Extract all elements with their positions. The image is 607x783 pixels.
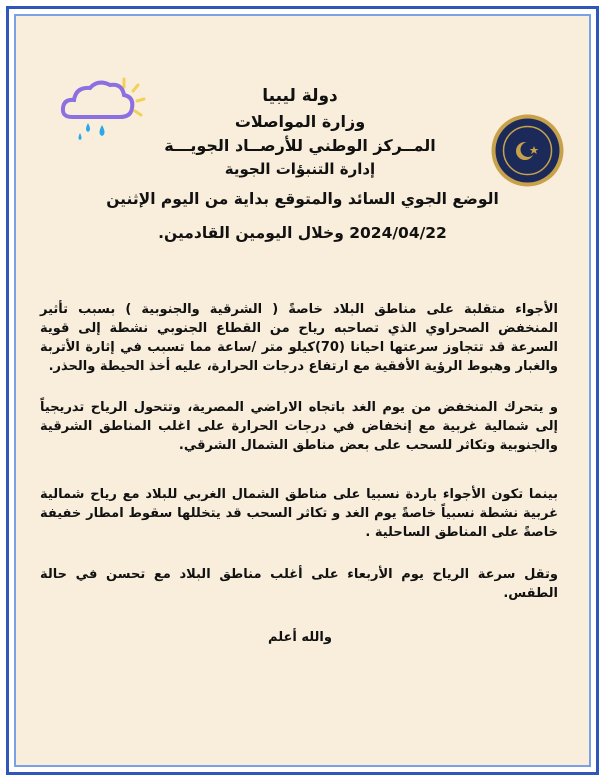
paragraph-4: وتقل سرعة الرياح يوم الأربعاء على أغلب مناطق البلاد مع تحسن في حالة الطقس.: [40, 567, 558, 601]
paragraph-2: و يتحرك المنخفض من يوم الغد باتجاه الاراضي المصرية، وتتحول الرياح تدريجياً إلى شمالية غربية مع إنخفاض في درجات الحرارة على اغلب المناطق الشرقية والجنوبية وتكاثر للسحب على بعض مناطق الشمال الشرقي.: [40, 400, 558, 453]
paragraph-1: الأجواء متقلبة على مناطق البلاد خاصةً ( الشرقية والجنوبية ) بسبب تأثير المنخفض الصحراوي الذي تصاحبه رياح من القطاع الجنوبي نشطة إلى قوية السرعة قد تتجاوز سرعتها احيانا (70)كيلو متر /ساعة مما تسبب في إثارة الأتربة والغبار وهبوط الرؤية الأفقية مع ارتفاع درجات الحرارة، عليه أخذ الحيطة والحذر.: [40, 302, 558, 374]
paragraph-3: بينما تكون الأجواء باردة نسبيا على مناطق الشمال الغربي للبلاد مع رياح شمالية غربية نشطة نسبياً خاصةً يوم الغد و تكاثر السحب قد يتخللها سقوط امطار خفيفة خاصةً على المناطق الساحلية .: [40, 487, 558, 540]
ministry-seal: [490, 113, 565, 188]
report-date-line: 2024/04/22 وخلال اليومين القادمين.: [158, 224, 447, 242]
closing-phrase: والله أعلم: [268, 630, 332, 645]
department-name: إدارة التنبؤات الجوية: [224, 160, 376, 178]
report-title: الوضع الجوي السائد والمتوقع بداية من اليوم الإثنين: [106, 190, 499, 208]
rain-cloud-sun-icon: [58, 75, 150, 145]
country-name: دولة ليبيا: [262, 86, 338, 106]
ministry-name: وزارة المواصلات: [234, 112, 366, 131]
center-name: المــركز الوطني للأرصــاد الجويـــة: [164, 136, 436, 155]
